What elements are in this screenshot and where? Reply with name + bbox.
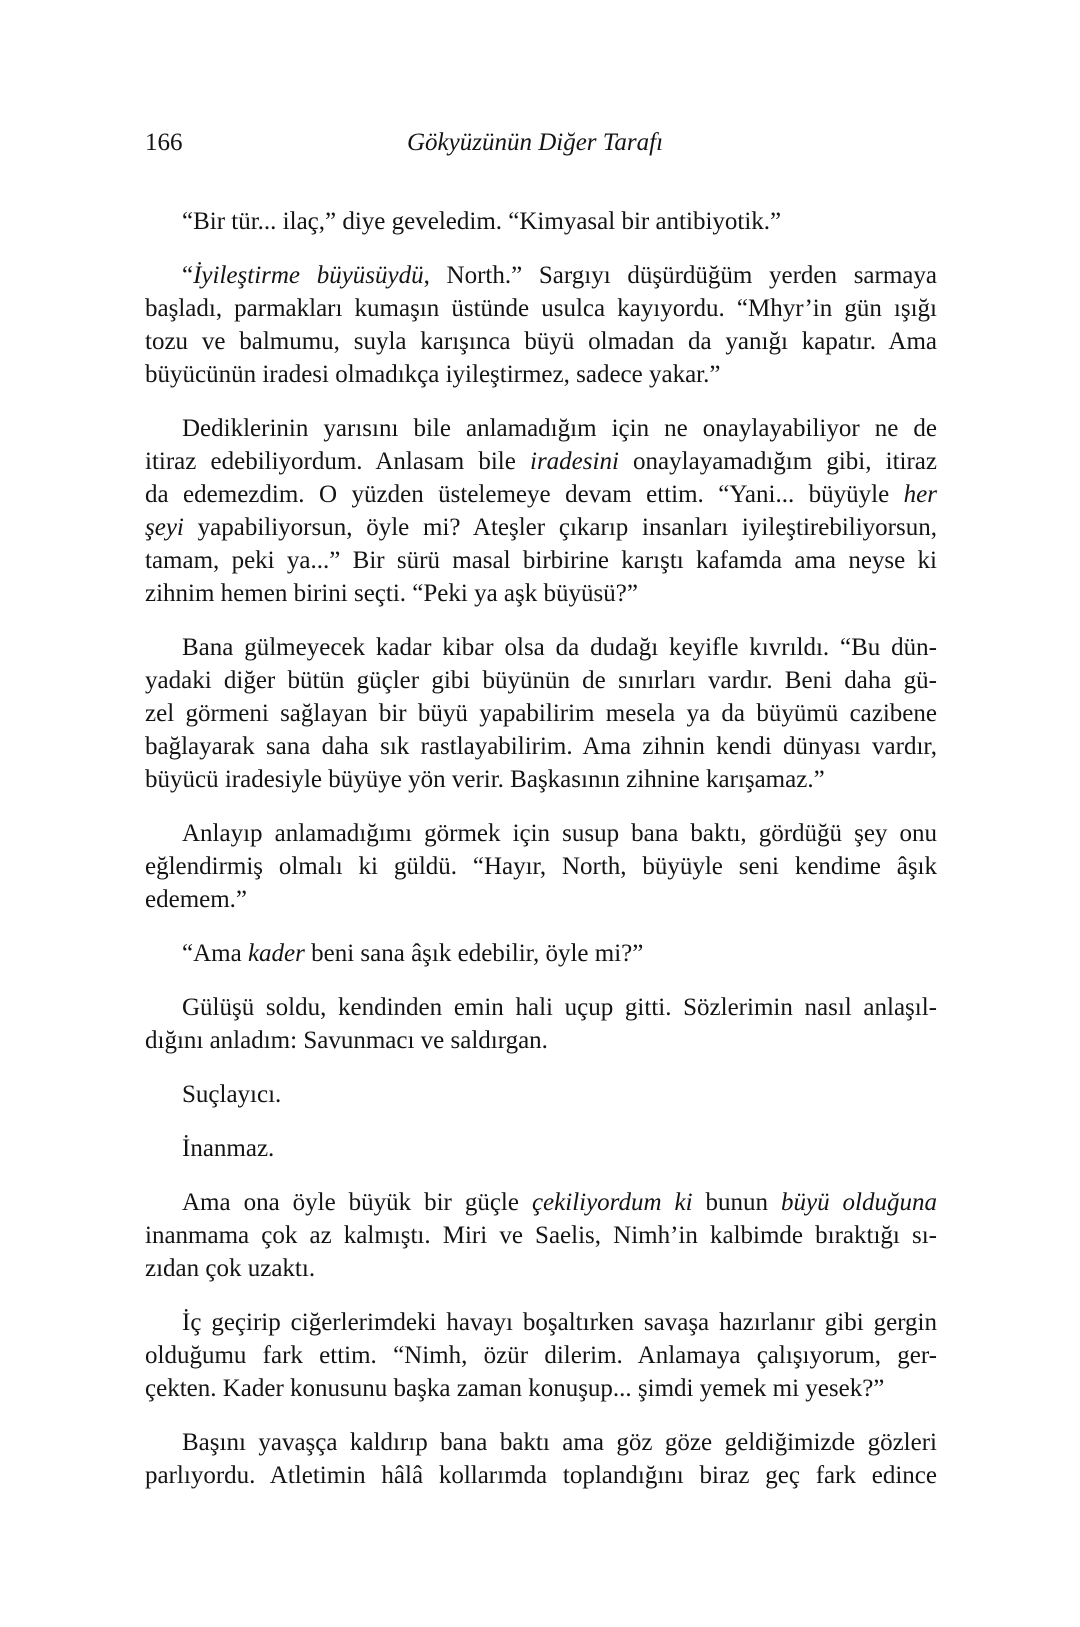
italic-text: şeyi xyxy=(145,514,184,541)
page-number: 166 xyxy=(145,129,183,156)
text-run: zıdan çok uzaktı. xyxy=(145,1255,316,1282)
text-line xyxy=(145,1132,937,1165)
text-line xyxy=(145,1078,937,1111)
text-run: çekten. Kader konusunu başka zaman konuşup... şimdi yemek mi yesek?” xyxy=(145,1375,885,1402)
text-run: İç geçirip ciğerlerimdeki havayı boşaltırken savaşa hazırlanır gibi gergin xyxy=(182,1309,937,1336)
text-run: İnanmaz. xyxy=(182,1135,275,1162)
text-run: büyücünün iradesi olmadıkça iyileştirmez, sadece yakar.” xyxy=(145,361,721,388)
text-line xyxy=(145,1219,937,1252)
paragraph xyxy=(145,817,937,916)
paragraph xyxy=(145,1186,937,1285)
text-line xyxy=(145,358,937,391)
text-run: Başını yavaşça kaldırıp bana baktı ama göz göze geldiğimizde gözleri xyxy=(182,1429,937,1456)
text-run: zihnim hemen birini seçti. “Peki ya aşk büyüsü?” xyxy=(145,580,638,607)
running-title: Gökyüzünün Diğer Tarafı xyxy=(406,129,664,156)
text-run: “Bir tür... ilaç,” diye geveledim. “Kimyasal bir antibiyotik.” xyxy=(182,208,782,235)
text-line xyxy=(145,1186,937,1219)
italic-text: büyü olduğuna xyxy=(780,1189,937,1216)
text-line xyxy=(145,205,937,238)
text-line xyxy=(145,292,937,325)
text-run: tamam, peki ya...” Bir sürü masal birbirine karıştı kafamda ama neyse ki xyxy=(145,547,937,574)
text-run: , North.” Sargıyı düşürdüğüm yerden sarmaya xyxy=(423,262,937,289)
italic-text: iradesini xyxy=(530,448,619,475)
text-line xyxy=(145,1339,937,1372)
text-run: Bana gülmeyecek kadar kibar olsa da dudağı keyifle kıvrıldı. “Bu dün- xyxy=(182,634,937,661)
text-run: dığını anladım: Savunmacı ve saldırgan. xyxy=(145,1027,548,1054)
text-line xyxy=(145,1459,937,1492)
paragraph xyxy=(145,1132,937,1165)
text-run: da edemezdim. O yüzden üstelemeye devam ettim. “Yani... büyüyle xyxy=(145,481,904,508)
text-line xyxy=(145,577,937,610)
text-run: edemem.” xyxy=(145,886,248,913)
text-run: yadaki diğer bütün güçler gibi büyünün de sınırları vardır. Beni daha gü- xyxy=(145,667,937,694)
text-line xyxy=(145,763,937,796)
text-run: bağlayarak sana daha sık rastlayabilirim. Ama zihnin kendi dünyası vardır, xyxy=(145,733,937,760)
text-line xyxy=(145,259,937,292)
text-line xyxy=(145,511,937,544)
text-line xyxy=(145,412,937,445)
text-line xyxy=(145,850,937,883)
text-line xyxy=(145,325,937,358)
text-run: Suçlayıcı. xyxy=(182,1081,282,1108)
text-line xyxy=(145,478,937,511)
text-run: Dediklerinin yarısını bile anlamadığım için ne onaylayabiliyor ne de xyxy=(182,415,937,442)
italic-text: İyileştirme büyüsüydü xyxy=(193,262,424,289)
text-run: Gülüşü soldu, kendinden emin hali uçup gitti. Sözlerimin nasıl anlaşıl- xyxy=(182,994,937,1021)
text-run: “ xyxy=(182,262,194,289)
italic-text: her xyxy=(903,481,937,508)
text-line xyxy=(145,1426,937,1459)
text-run: zel görmeni sağlayan bir büyü yapabilirim mesela ya da büyümü cazibene xyxy=(145,700,937,727)
text-run: başladı, parmakları kumaşın üstünde usulca kayıyordu. “Mhyr’in gün ışığı xyxy=(145,295,937,322)
text-run: olduğumu fark ettim. “Nimh, özür dilerim. Anlamaya çalışıyorum, ger- xyxy=(145,1342,937,1369)
italic-text: çekiliyordum ki xyxy=(531,1189,693,1216)
text-run: “Ama xyxy=(182,940,248,967)
text-run: bunun xyxy=(692,1189,781,1216)
text-line xyxy=(145,991,937,1024)
text-line xyxy=(145,1372,937,1405)
text-run: onaylayamadığım gibi, itiraz xyxy=(618,448,937,475)
paragraph xyxy=(145,205,937,238)
body-text xyxy=(145,205,937,1513)
paragraph xyxy=(145,1426,937,1492)
text-line xyxy=(145,730,937,763)
paragraph xyxy=(145,991,937,1057)
text-line xyxy=(145,697,937,730)
paragraph xyxy=(145,631,937,796)
text-run: eğlendirmiş olmalı ki güldü. “Hayır, North, büyüyle seni kendime âşık xyxy=(145,853,937,880)
paragraph xyxy=(145,937,937,970)
text-run: tozu ve balmumu, suyla karışınca büyü olmadan da yanığı kapatır. Ama xyxy=(145,328,937,355)
text-line xyxy=(145,445,937,478)
text-run: itiraz edebiliyordum. Anlasam bile xyxy=(145,448,530,475)
text-run: inanmama çok az kalmıştı. Miri ve Saelis, Nimh’in kalbimde bıraktığı sı- xyxy=(145,1222,937,1249)
italic-text: kader xyxy=(247,940,305,967)
text-line xyxy=(145,937,937,970)
page-header xyxy=(145,126,937,159)
text-run: parlıyordu. Atletimin hâlâ kollarımda toplandığını biraz geç fark edince xyxy=(145,1462,937,1489)
paragraph xyxy=(145,1306,937,1405)
text-line xyxy=(145,1024,937,1057)
text-run: Ama ona öyle büyük bir güçle xyxy=(182,1189,532,1216)
paragraph xyxy=(145,412,937,610)
text-line xyxy=(145,664,937,697)
text-run: yapabiliyorsun, öyle mi? Ateşler çıkarıp insanları iyileştirebiliyorsun, xyxy=(183,514,937,541)
text-line xyxy=(145,631,937,664)
text-run: beni sana âşık edebilir, öyle mi?” xyxy=(304,940,644,967)
text-line xyxy=(145,817,937,850)
text-run: Anlayıp anlamadığımı görmek için susup bana baktı, gördüğü şey onu xyxy=(182,820,937,847)
text-line xyxy=(145,544,937,577)
paragraph xyxy=(145,1078,937,1111)
text-run: büyücü iradesiyle büyüye yön verir. Başkasının zihnine karışamaz.” xyxy=(145,766,825,793)
paragraph xyxy=(145,259,937,391)
text-line xyxy=(145,1252,937,1285)
text-line xyxy=(145,883,937,916)
text-line xyxy=(145,1306,937,1339)
